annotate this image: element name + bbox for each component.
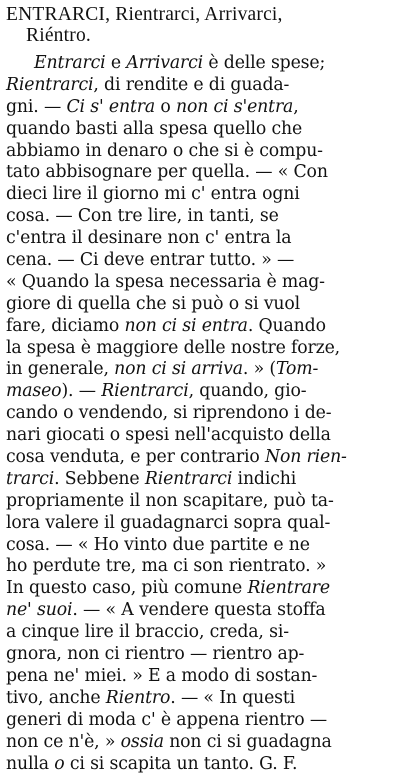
text-run: cosa venduta, e per contrario (6, 447, 265, 467)
text-run: in generale, (6, 359, 114, 379)
text-run: . Sebbene (54, 469, 145, 489)
italic-run: Rientro (106, 688, 170, 708)
text-run: o (155, 97, 176, 117)
italic-run: Rientrarci (6, 75, 93, 95)
text-line (6, 228, 397, 250)
text-run: . » ( (243, 359, 276, 379)
italic-run: ne' suoi (6, 600, 72, 620)
text-line (6, 272, 397, 294)
italic-run: non ci si entra (124, 316, 247, 336)
text-run: « Quando la spesa necessaria è mag- (6, 272, 325, 292)
italic-run: Rientrarci (101, 381, 188, 401)
text-run: cando o vendendo, si riprendono i de- (6, 403, 331, 423)
text-line (6, 53, 397, 75)
text-run: la spesa è maggiore delle nostre forze, (6, 338, 340, 358)
italic-run: Arrivarci (126, 53, 203, 73)
text-line (6, 447, 397, 469)
text-run: fare, diciamo (6, 316, 124, 336)
text-run: gnora, non ci rientro — rientro ap- (6, 644, 304, 664)
text-run: . — « A vendere questa stoffa (72, 600, 325, 620)
text-line (6, 294, 397, 316)
text-line (6, 381, 397, 403)
text-line (6, 359, 397, 381)
text-line (6, 491, 397, 513)
text-run: cosa. — Con tre lire, in tanti, se (6, 206, 279, 226)
text-run: gni. — (6, 97, 66, 117)
italic-run: Rientrarci (145, 469, 232, 489)
text-run: non ci si guadagna (164, 732, 332, 752)
text-run: tivo, anche (6, 688, 106, 708)
text-line (6, 206, 397, 228)
italic-run: Ci s' entra (66, 97, 155, 117)
text-line (6, 556, 397, 578)
text-line (6, 425, 397, 447)
text-run: . Quando (248, 316, 326, 336)
text-line (6, 316, 397, 338)
text-run: ). — (61, 381, 101, 401)
text-line (6, 622, 397, 644)
text-line (6, 403, 397, 425)
text-line (6, 535, 397, 557)
entry-body (6, 53, 397, 775)
text-run: cena. — Ci deve entrar tutto. » — (6, 250, 294, 270)
text-run: generi di moda c' è appena rientro — (6, 710, 327, 730)
italic-run: Entrarci (34, 53, 106, 73)
text-line (6, 338, 397, 360)
italic-run: ossia (121, 732, 164, 752)
text-run: a cinque lire il braccio, creda, si- (6, 622, 289, 642)
text-run: . — « In questi (170, 688, 295, 708)
text-run: quando basti alla spesa quello che (6, 119, 302, 139)
italic-run: Tom- (276, 359, 318, 379)
text-line (6, 666, 397, 688)
text-line (6, 469, 397, 491)
text-line (6, 732, 397, 754)
text-line (6, 119, 397, 141)
text-run: cosa. — « Ho vinto due partite e ne (6, 535, 310, 555)
text-run: , (293, 97, 298, 117)
text-line (6, 754, 397, 775)
italic-run: maseo (6, 381, 61, 401)
text-line (6, 97, 397, 119)
text-run: non ce n'è, » (6, 732, 121, 752)
text-run: In questo caso, più comune (6, 578, 247, 598)
text-line (6, 141, 397, 163)
italic-run: o (54, 754, 64, 774)
italic-run: trarci (6, 469, 54, 489)
text-line (6, 688, 397, 710)
text-run: lora valere il guadagnarci sopra qual- (6, 513, 330, 533)
text-run: propriamente il non scapitare, può ta- (6, 491, 334, 511)
text-line (6, 162, 397, 184)
text-run: pena ne' miei. » E a modo di sostan- (6, 666, 317, 686)
text-run: giore di quella che si può o si vuol (6, 294, 300, 314)
text-line (6, 578, 397, 600)
text-run: e (106, 53, 127, 73)
heading-line-2: Riéntro. (6, 25, 397, 46)
text-line (6, 75, 397, 97)
text-run: , quando, gio- (189, 381, 307, 401)
text-line (6, 513, 397, 535)
text-run: c'entra il desinare non c' entra la (6, 228, 291, 248)
text-line (6, 710, 397, 732)
text-run: abbiamo in denaro o che si è compu- (6, 141, 323, 161)
text-line (6, 250, 397, 272)
text-run: nari giocati o spesi nell'acquisto della (6, 425, 331, 445)
text-line (6, 184, 397, 206)
text-run: è delle spese; (203, 53, 325, 73)
text-run: nulla (6, 754, 54, 774)
text-run: , di rendite e di guada- (93, 75, 289, 95)
entry-heading (6, 4, 397, 46)
italic-run: non ci s'entra (176, 97, 293, 117)
text-line (6, 600, 397, 622)
italic-run: non ci si arriva (114, 359, 243, 379)
text-line (6, 644, 397, 666)
italic-run: Non rien- (265, 447, 347, 467)
text-run: indichi (232, 469, 296, 489)
text-run: ho perdute tre, ma ci son rientrato. » (6, 556, 326, 576)
italic-run: Rientrare (247, 578, 330, 598)
text-run: tato abbisognare per quella. — « Con (6, 162, 328, 182)
heading-line-1: ENTRARCI, Rientrarci, Arrivarci, (6, 4, 283, 25)
text-run: ci si scapita un tanto. G. F. (64, 754, 297, 774)
text-run: dieci lire il giorno mi c' entra ogni (6, 184, 300, 204)
